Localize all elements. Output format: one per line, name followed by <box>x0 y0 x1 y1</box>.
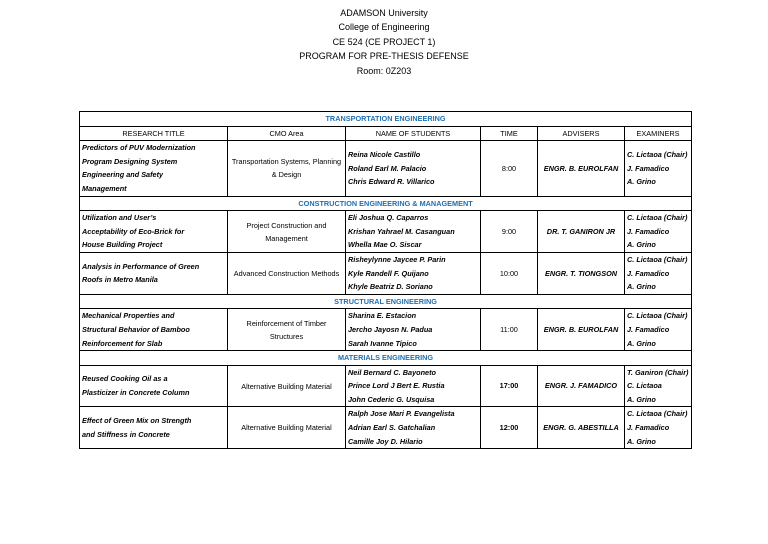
cell-line: J. Famadico <box>627 268 670 278</box>
cell-line: A. Grino <box>627 394 656 404</box>
section-header-row <box>80 294 692 309</box>
column-header: NAME OF STUDENTS <box>346 126 481 141</box>
cell-line: Effect of Green Mix on Strength <box>82 416 192 426</box>
cell-line: John Cederic G. Usquisa <box>348 394 435 404</box>
cmo-area-text: Alternative Building Material <box>241 381 332 391</box>
cell-line: A. Grino <box>627 240 656 250</box>
cmo-area-cell <box>228 365 346 407</box>
cell-line: A. Grino <box>627 282 656 292</box>
cell-line: Ralph Jose Mari P. Evangelista <box>348 409 455 419</box>
section-title: TRANSPORTATION ENGINEERING <box>80 112 692 127</box>
research-title-cell <box>80 252 228 294</box>
section-title: MATERIALS ENGINEERING <box>80 351 692 366</box>
cmo-area-cell <box>228 407 346 449</box>
course-name: CE 524 (CE PROJECT 1) <box>332 36 436 47</box>
adviser-cell: ENGR. B. EUROLFAN <box>538 309 625 351</box>
cmo-area-cell <box>228 141 346 196</box>
table-row <box>80 309 692 351</box>
time-cell: 8:00 <box>481 141 538 196</box>
table-row <box>80 211 692 253</box>
cell-line: Kyle Randell F. Quijano <box>348 268 429 278</box>
cell-line: Sarah Ivanne Tipico <box>348 338 417 348</box>
cell-line: Mechanical Properties and <box>82 311 175 321</box>
students-cell <box>346 141 481 196</box>
section-header-row <box>80 196 692 211</box>
cell-line: A. Grino <box>627 177 656 187</box>
cell-line: Reused Cooking Oil as a <box>82 374 168 384</box>
cell-line: Reina Nicole Castillo <box>348 149 421 159</box>
section-title: CONSTRUCTION ENGINEERING & MANAGEMENT <box>80 196 692 211</box>
time-cell: 17:00 <box>481 365 538 407</box>
cell-line: Engineering and Safety <box>82 170 164 180</box>
cell-line: Predictors of PUV Modernization <box>82 143 196 153</box>
cmo-area-text: Reinforcement of Timber Structures <box>246 318 327 341</box>
students-cell <box>346 252 481 294</box>
section-title: STRUCTURAL ENGINEERING <box>80 294 692 309</box>
examiners-cell <box>625 365 692 407</box>
column-header-row <box>80 126 692 141</box>
column-header: TIME <box>481 126 538 141</box>
cmo-area-cell <box>228 309 346 351</box>
students-cell <box>346 365 481 407</box>
cell-line: Utilization and User’s <box>82 213 157 223</box>
program-title: PROGRAM FOR PRE-THESIS DEFENSE <box>299 51 469 62</box>
cmo-area-text: Advanced Construction Methods <box>233 268 340 278</box>
cell-line: J. Famadico <box>627 423 670 433</box>
examiners-cell <box>625 141 692 196</box>
table-row <box>80 365 692 407</box>
cell-line: Khyle Beatriz D. Soriano <box>348 282 433 292</box>
time-cell: 11:00 <box>481 309 538 351</box>
cell-line: Jercho Jayosn N. Padua <box>348 324 433 334</box>
cell-line: Prince Lord J Bert E. Rustia <box>348 381 445 391</box>
students-cell <box>346 211 481 253</box>
cell-line: C. Lictaoa (Chair) <box>627 149 688 159</box>
cmo-area-cell <box>228 211 346 253</box>
research-title-cell <box>80 141 228 196</box>
cell-line: T. Ganiron (Chair) <box>627 367 689 377</box>
cell-line: Adrian Earl S. Gatchalian <box>348 423 436 433</box>
research-title-cell <box>80 211 228 253</box>
cell-line: J. Famadico <box>627 163 670 173</box>
room-label: Room: 0Z203 <box>356 65 412 76</box>
cell-line: Chris Edward R. Villarico <box>348 177 435 187</box>
column-header: CMO Area <box>228 126 346 141</box>
section-header-row <box>80 351 692 366</box>
column-header: RESEARCH TITLE <box>80 126 228 141</box>
examiners-cell <box>625 252 692 294</box>
cell-line: Risheylynne Jaycee P. Parin <box>348 254 446 264</box>
column-header: EXAMINERS <box>625 126 692 141</box>
cell-line: Sharina E. Estacion <box>348 311 417 321</box>
cell-line: C. Lictaoa (Chair) <box>627 213 688 223</box>
research-title-cell <box>80 365 228 407</box>
cell-line: Roland Earl M. Palacio <box>348 163 427 173</box>
cell-line: C. Lictaoa (Chair) <box>627 254 688 264</box>
cell-line: Roofs in Metro Manila <box>82 275 158 285</box>
cell-line: C. Lictaoa (Chair) <box>627 311 688 321</box>
adviser-cell: ENGR. T. TIONGSON <box>538 252 625 294</box>
cell-line: Reinforcement for Slab <box>82 338 163 348</box>
cell-line: A. Grino <box>627 338 656 348</box>
adviser-cell: ENGR. B. EUROLFAN <box>538 141 625 196</box>
adviser-cell: ENGR. G. ABESTILLA <box>538 407 625 449</box>
table-row <box>80 141 692 196</box>
cmo-area-text: Transportation Systems, Planning & Design <box>231 157 342 180</box>
adviser-cell: DR. T. GANIRON JR <box>538 211 625 253</box>
cell-line: and Stiffness in Concrete <box>82 429 170 439</box>
examiners-cell <box>625 407 692 449</box>
time-cell: 9:00 <box>481 211 538 253</box>
cell-line: Krishan Yahrael M. Casanguan <box>348 226 455 236</box>
section-header-row <box>80 112 692 127</box>
cell-line: House Building Project <box>82 240 163 250</box>
cmo-area-text: Alternative Building Material <box>241 423 332 433</box>
cell-line: J. Famadico <box>627 226 670 236</box>
cell-line: C. Lictaoa (Chair) <box>627 409 688 419</box>
examiners-cell <box>625 309 692 351</box>
column-header: ADVISERS <box>538 126 625 141</box>
cell-line: C. Lictaoa <box>627 381 662 391</box>
college-name: College of Engineering <box>338 22 430 33</box>
adviser-cell: ENGR. J. FAMADICO <box>538 365 625 407</box>
students-cell <box>346 407 481 449</box>
cell-line: Camille Joy D. Hilario <box>348 436 423 446</box>
cell-line: Program Designing System <box>82 156 178 166</box>
cell-line: Neil Bernard C. Bayoneto <box>348 367 436 377</box>
table-row <box>80 407 692 449</box>
university-name: ADAMSON University <box>340 8 428 18</box>
time-cell: 10:00 <box>481 252 538 294</box>
table-row <box>80 252 692 294</box>
time-cell: 12:00 <box>481 407 538 449</box>
research-title-cell <box>80 407 228 449</box>
cell-line: A. Grino <box>627 436 656 446</box>
cell-line: Analysis in Performance of Green <box>82 261 200 271</box>
cell-line: J. Famadico <box>627 324 670 334</box>
students-cell <box>346 309 481 351</box>
cmo-area-text: Project Construction and Management <box>246 220 327 243</box>
cell-line: Whella Mae O. Siscar <box>348 240 422 250</box>
cell-line: Management <box>82 183 127 193</box>
research-title-cell <box>80 309 228 351</box>
cell-line: Eli Joshua Q. Caparros <box>348 213 429 223</box>
cell-line: Plasticizer in Concrete Column <box>82 388 190 398</box>
defense-schedule-table <box>79 111 692 449</box>
examiners-cell <box>625 211 692 253</box>
document-header <box>0 6 768 78</box>
cell-line: Acceptability of Eco-Brick for <box>82 226 185 236</box>
cell-line: Structural Behavior of Bamboo <box>82 324 190 334</box>
cmo-area-cell <box>228 252 346 294</box>
